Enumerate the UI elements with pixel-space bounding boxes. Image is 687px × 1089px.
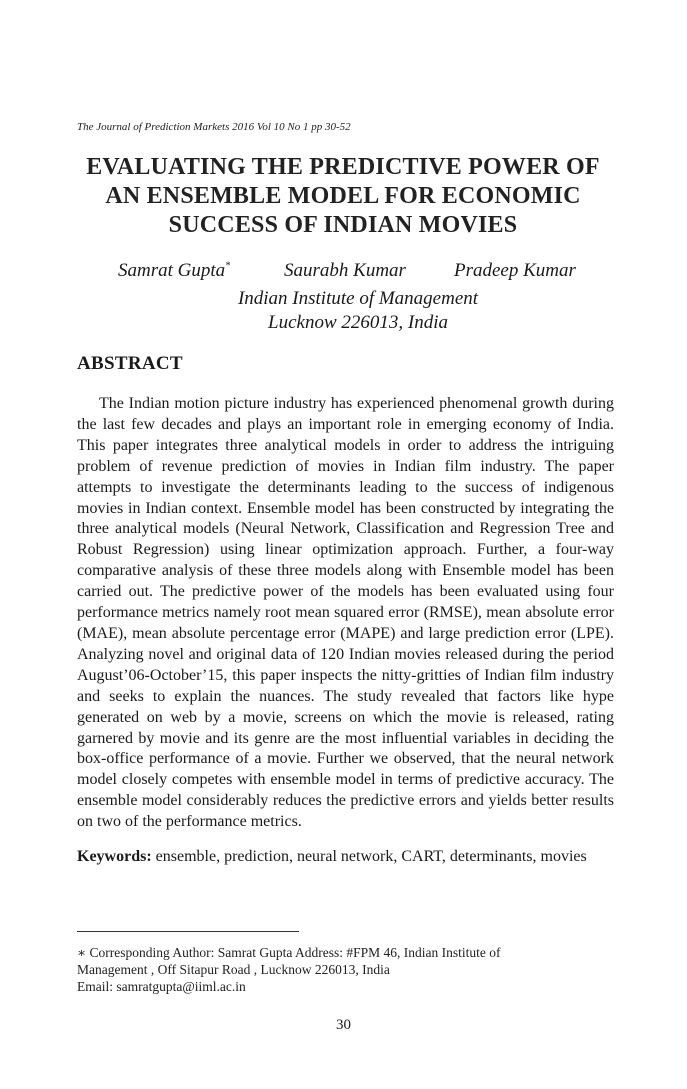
footnote xyxy=(77,944,637,995)
title-line: EVALUATING THE PREDICTIVE POWER OF xyxy=(86,154,600,180)
affiliation-line: Indian Institute of Management xyxy=(237,288,479,309)
keywords-label: Keywords: xyxy=(77,848,152,865)
affiliation-line: Lucknow 226013, India xyxy=(268,312,448,333)
abstract-heading: ABSTRACT xyxy=(77,353,183,374)
footnote-line: Email: samratgupta@iiml.ac.in xyxy=(77,979,246,994)
title-line: SUCCESS OF INDIAN MOVIES xyxy=(168,212,518,238)
footnote-divider xyxy=(77,931,299,932)
footnote-line: ∗ Corresponding Author: Samrat Gupta Address: #FPM 46, Indian Institute of xyxy=(77,945,501,960)
author-list xyxy=(0,260,687,284)
footnote-line: Management , Off Sitapur Road , Lucknow 226013, India xyxy=(77,962,390,977)
keywords xyxy=(77,847,614,868)
abstract-text: The Indian motion picture industry has experienced phenomenal growth during the last few decades and plays an important role in emerging economy of India. This paper integrates three analytical models in order to address the intriguing problem of revenue prediction of movies in Indian film industry. The paper attempts to investigate the determinants leading to the success of indigenous movies in Indian context. Ensemble model has been constructed by integrating the three analytical models (Neural Network, Classification and Regression Tree and Robust Regression) using linear optimization approach. Further, a four-way comparative analysis of these three models along with Ensemble model has been carried out. The predictive power of the models has been evaluated using four performance metrics namely root mean squared error (RMSE), mean absolute error (MAE), mean absolute percentage error (MAPE) and large prediction error (LPE). Analyzing novel and original data of 120 Indian movies released during the period August’06-October’15, this paper inspects the nitty-gritties of Indian film industry and seeks to explain the nuances. The study revealed that factors like hype generated on web by a movie, screens on which the movie is released, rating garnered by movie and its genre are the most influential variables in deciding the box-office performance of a movie. Further we observed, that the neural network model closely competes with ensemble model in terms of predictive accuracy. The ensemble model considerably reduces the predictive errors and yields better results on two of the performance metrics. xyxy=(77,395,614,831)
keywords-text: ensemble, prediction, neural network, CART, determinants, movies xyxy=(155,848,587,865)
author-affiliation xyxy=(0,287,687,335)
author-name: Pradeep Kumar xyxy=(454,260,576,281)
page-number: 30 xyxy=(336,1017,351,1033)
paper-title xyxy=(60,153,626,240)
author-name: Samrat Gupta* xyxy=(118,260,231,281)
journal-citation: The Journal of Prediction Markets 2016 Vol 10 No 1 pp 30-52 xyxy=(77,121,351,133)
author-name: Saurabh Kumar xyxy=(284,260,406,281)
title-line: AN ENSEMBLE MODEL FOR ECONOMIC xyxy=(105,183,581,209)
corresponding-author-mark: * xyxy=(225,260,231,272)
